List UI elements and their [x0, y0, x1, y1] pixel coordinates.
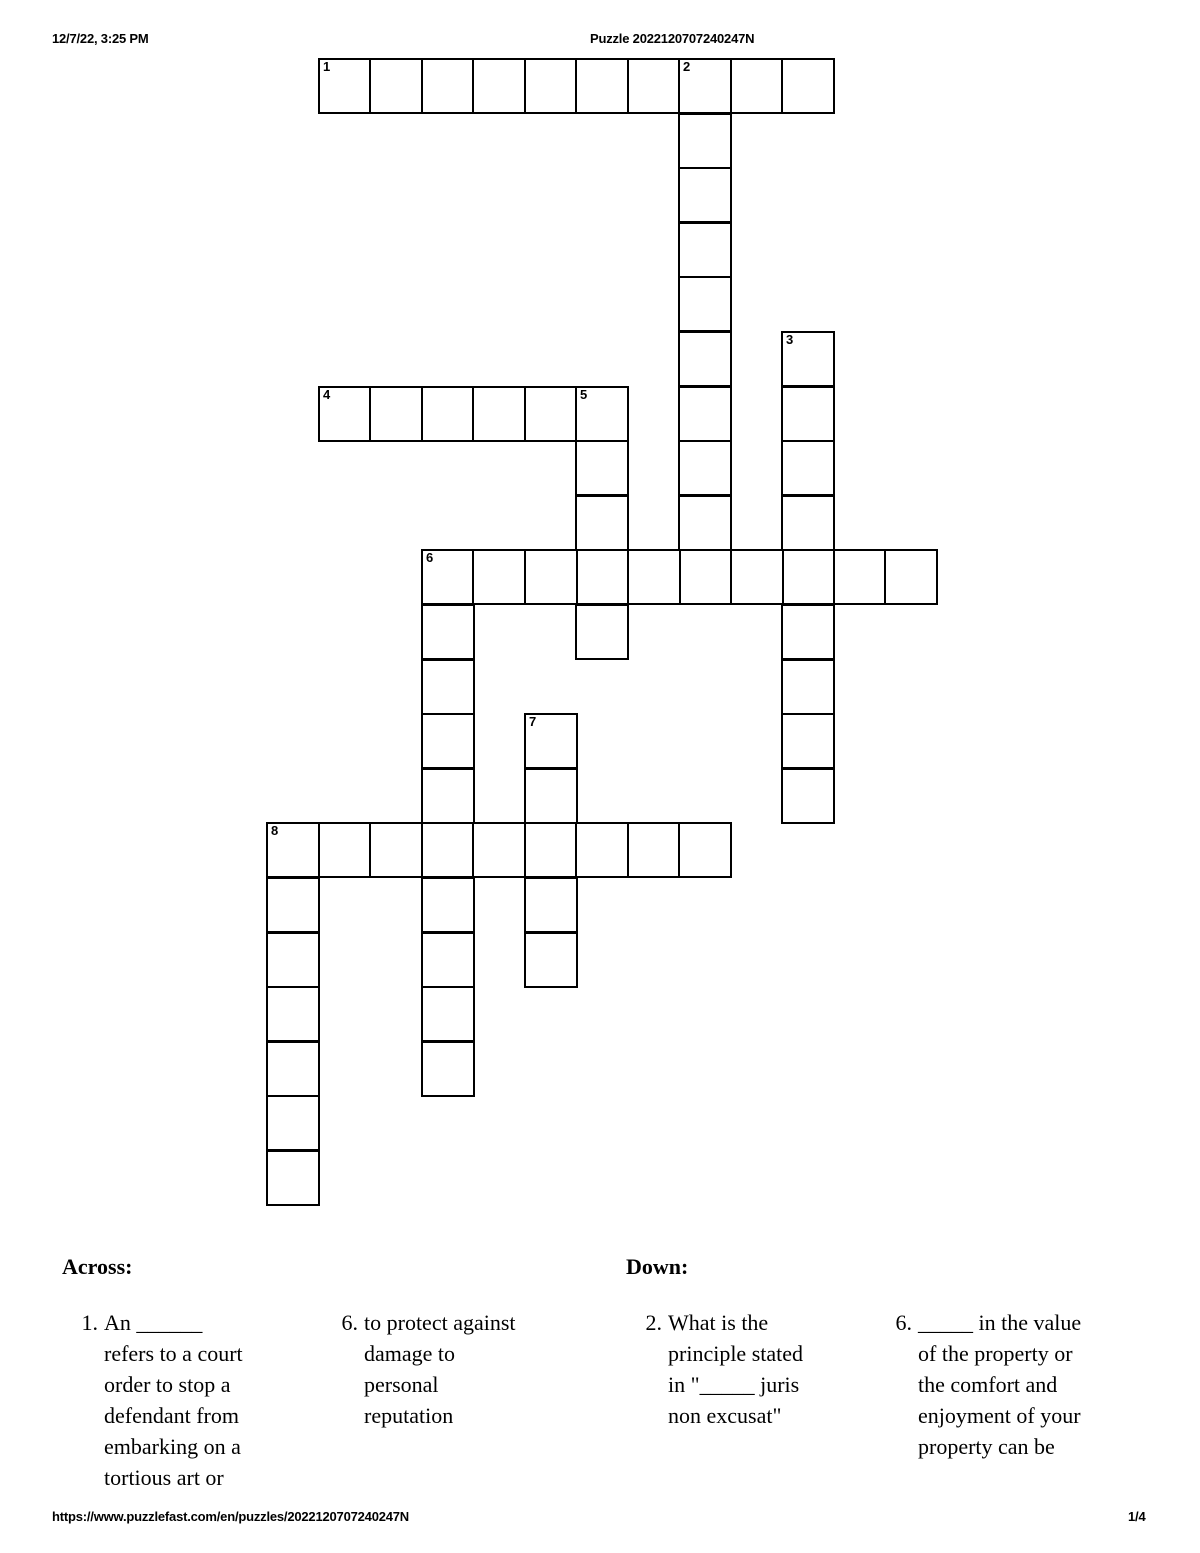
grid-cell[interactable]: [678, 822, 732, 878]
grid-cell[interactable]: [781, 58, 835, 114]
grid-cell[interactable]: [884, 549, 938, 605]
grid-cell[interactable]: [833, 549, 887, 605]
grid-cell[interactable]: [369, 822, 423, 878]
grid-cell[interactable]: [266, 932, 320, 988]
grid-cell[interactable]: [678, 549, 732, 605]
grid-cell[interactable]: [678, 386, 732, 442]
grid-cell[interactable]: [781, 768, 835, 824]
grid-cell[interactable]: [524, 58, 578, 114]
cell-number: 8: [271, 823, 279, 838]
grid-cell[interactable]: [369, 386, 423, 442]
grid-cell[interactable]: [421, 768, 475, 824]
grid-cell[interactable]: [678, 331, 732, 387]
grid-cell[interactable]: [266, 877, 320, 933]
grid-cell[interactable]: [524, 768, 578, 824]
grid-cell[interactable]: [524, 932, 578, 988]
grid-cell[interactable]: [627, 58, 681, 114]
grid-cell[interactable]: [627, 822, 681, 878]
grid-cell[interactable]: [781, 713, 835, 769]
grid-cell[interactable]: [781, 495, 835, 551]
across-heading: Across:: [62, 1254, 133, 1279]
grid-cell[interactable]: [575, 495, 629, 551]
down-heading: Down:: [626, 1254, 689, 1279]
grid-cell[interactable]: [524, 713, 578, 769]
grid-cell[interactable]: [678, 113, 732, 169]
grid-cell[interactable]: [781, 440, 835, 496]
grid-cell[interactable]: [266, 1095, 320, 1151]
grid-cell[interactable]: [678, 495, 732, 551]
grid-cell[interactable]: [678, 276, 732, 332]
cell-number: 5: [580, 387, 588, 402]
grid-cell[interactable]: [524, 549, 578, 605]
grid-cell[interactable]: [678, 58, 732, 114]
print-datetime: 12/7/22, 3:25 PM: [52, 31, 149, 46]
grid-cell[interactable]: [421, 877, 475, 933]
grid-cell[interactable]: [781, 331, 835, 387]
grid-cell[interactable]: [318, 58, 372, 114]
grid-cell[interactable]: [421, 386, 475, 442]
grid-cell[interactable]: [421, 713, 475, 769]
grid-cell[interactable]: [524, 822, 578, 878]
cell-number: 6: [426, 550, 434, 565]
grid-cell[interactable]: [730, 549, 784, 605]
grid-cell[interactable]: [421, 1041, 475, 1097]
grid-cell[interactable]: [421, 986, 475, 1042]
grid-cell[interactable]: [678, 440, 732, 496]
grid-cell[interactable]: [678, 222, 732, 278]
cell-number: 3: [786, 332, 794, 347]
footer-url: https://www.puzzlefast.com/en/puzzles/2022120707240247N: [52, 1509, 409, 1524]
page-number: 1/4: [1128, 1509, 1146, 1524]
clue-text: to protect against damage to personal reputation: [364, 1310, 516, 1428]
grid-cell[interactable]: [421, 932, 475, 988]
grid-cell[interactable]: [524, 877, 578, 933]
clue-text: What is the principle stated in "_____ juris non excusat": [668, 1310, 804, 1428]
grid-cell[interactable]: [627, 549, 681, 605]
clue-number: 6.: [895, 1310, 912, 1335]
grid-cell[interactable]: [318, 822, 372, 878]
grid-cell[interactable]: [730, 58, 784, 114]
grid-cell[interactable]: [472, 822, 526, 878]
grid-cell[interactable]: [524, 386, 578, 442]
grid-cell[interactable]: [781, 604, 835, 660]
grid-cell[interactable]: [266, 1150, 320, 1206]
grid-cell[interactable]: [472, 549, 526, 605]
cell-number: 7: [529, 714, 537, 729]
grid-cell[interactable]: [266, 822, 320, 878]
grid-cell[interactable]: [678, 167, 732, 223]
grid-cell[interactable]: [575, 549, 629, 605]
grid-cell[interactable]: [781, 386, 835, 442]
clue-number: 2.: [645, 1310, 662, 1335]
grid-cell[interactable]: [421, 822, 475, 878]
grid-cell[interactable]: [421, 659, 475, 715]
grid-cell[interactable]: [781, 659, 835, 715]
grid-cell[interactable]: [575, 604, 629, 660]
grid-cell[interactable]: [318, 386, 372, 442]
grid-cell[interactable]: [472, 386, 526, 442]
clue-text: _____ in the value of the property or the comfort and enjoyment of your property can be: [918, 1310, 1082, 1459]
grid-cell[interactable]: [421, 549, 475, 605]
clue-number: 6.: [341, 1310, 358, 1335]
grid-cell[interactable]: [575, 386, 629, 442]
grid-cell[interactable]: [575, 58, 629, 114]
grid-cell[interactable]: [575, 822, 629, 878]
grid-cell[interactable]: [421, 58, 475, 114]
clue-text: An ______ refers to a court order to stop a defendant from embarking on a tortious art or: [104, 1310, 243, 1490]
cell-number: 4: [323, 387, 331, 402]
grid-cell[interactable]: [266, 986, 320, 1042]
cell-number: 1: [323, 59, 331, 74]
grid-cell[interactable]: [266, 1041, 320, 1097]
grid-cell[interactable]: [781, 549, 835, 605]
grid-cell[interactable]: [369, 58, 423, 114]
clue-number: 1.: [81, 1310, 98, 1335]
grid-cell[interactable]: [421, 604, 475, 660]
cell-number: 2: [683, 59, 691, 74]
grid-cell[interactable]: [472, 58, 526, 114]
puzzle-title: Puzzle 2022120707240247N: [590, 31, 755, 46]
grid-cell[interactable]: [575, 440, 629, 496]
